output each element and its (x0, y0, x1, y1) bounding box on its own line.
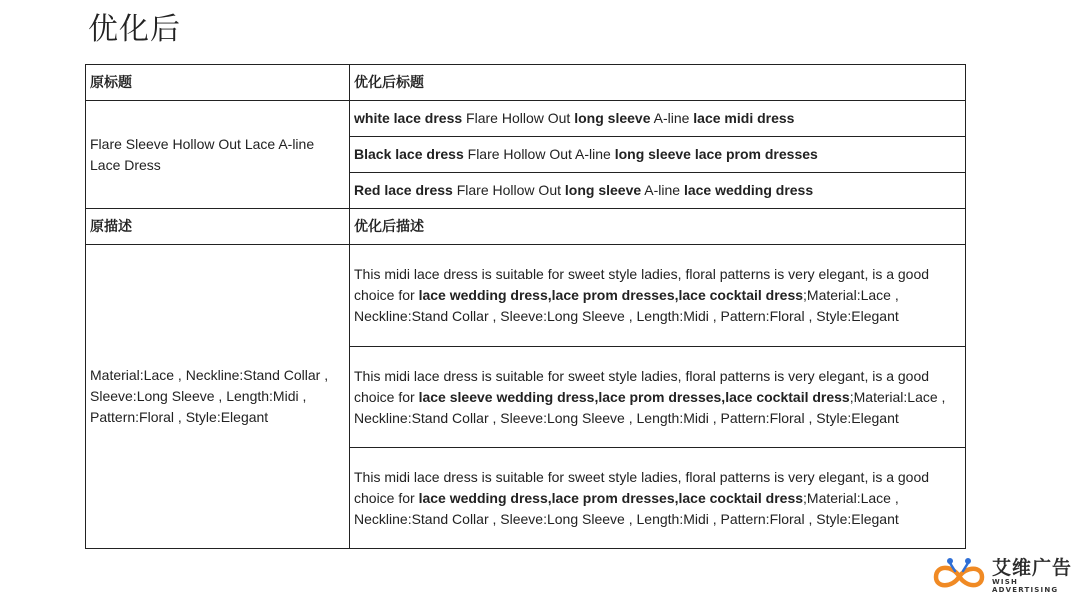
table-row (86, 65, 966, 101)
table-row (86, 209, 966, 245)
table-row (86, 245, 966, 347)
plain-text: A-line (650, 110, 694, 126)
keyword-text: Black lace dress (354, 146, 464, 162)
plain-text: Flare Hollow Out (462, 110, 575, 126)
opt-desc-header: 优化后描述 (350, 209, 966, 245)
keyword-text: white lace dress (354, 110, 463, 126)
logo-name-cn: 艾维广告 (992, 557, 1073, 579)
keyword-text: lace wedding dress,lace prom dresses,lace cocktail dress (418, 489, 804, 506)
opt-desc-cell (350, 347, 966, 448)
plain-text: ;Material:Lace , Neckline:Stand Collar , Sleeve:Long Sleeve , Length:Midi , Pattern:Floral , Style:Elegant (354, 287, 899, 324)
opt-title-header: 优化后标题 (350, 65, 966, 101)
page-title: 优化后 (88, 12, 181, 47)
plain-text: This midi lace dress is suitable for sweet style ladies, floral patterns is very elegant, is a good choice for (354, 266, 930, 303)
opt-title-cell (350, 173, 966, 209)
keyword-text: lace wedding dress (683, 182, 814, 198)
keyword-text: lace wedding dress,lace prom dresses,lace cocktail dress (418, 287, 804, 303)
keyword-text: long sleeve lace prom dresses (614, 146, 818, 162)
comparison-table (85, 64, 966, 549)
brand-logo (930, 553, 1080, 593)
orig-desc-header: 原描述 (86, 209, 350, 245)
plain-text: Flare Hollow Out A-line (463, 146, 615, 162)
opt-title-cell (350, 137, 966, 173)
opt-desc-cell (350, 448, 966, 549)
plain-text: Flare Hollow Out (452, 182, 565, 198)
plain-text: ;Material:Lace , Neckline:Stand Collar , Sleeve:Long Sleeve , Length:Midi , Pattern:Floral , Style:Elegant (354, 388, 946, 426)
logo-name-en: WISH ADVERTISING (992, 578, 1059, 594)
keyword-text: lace sleeve wedding dress,lace prom dresses,lace cocktail dress (418, 388, 850, 405)
plain-text: This midi lace dress is suitable for sweet style ladies, floral patterns is very elegant, is a good choice for (354, 367, 930, 405)
orig-desc-cell: Material:Lace , Neckline:Stand Collar , Sleeve:Long Sleeve , Length:Midi , Pattern:Floral , Style:Elegant (86, 245, 350, 549)
infinity-figure-icon (930, 557, 988, 591)
table-row (86, 101, 966, 137)
plain-text: A-line (641, 182, 684, 198)
opt-desc-cell (350, 245, 966, 347)
keyword-text: long sleeve (574, 110, 651, 126)
orig-title-cell: Flare Sleeve Hollow Out Lace A-line Lace Dress (86, 101, 350, 209)
orig-title-header: 原标题 (86, 65, 350, 101)
keyword-text: long sleeve (564, 182, 642, 198)
opt-title-cell (350, 101, 966, 137)
keyword-text: lace midi dress (693, 110, 795, 126)
plain-text: This midi lace dress is suitable for sweet style ladies, floral patterns is very elegant, is a good choice for (354, 468, 930, 506)
keyword-text: Red lace dress (354, 182, 453, 198)
plain-text: ;Material:Lace , Neckline:Stand Collar , Sleeve:Long Sleeve , Length:Midi , Pattern:Floral , Style:Elegant (354, 489, 899, 527)
